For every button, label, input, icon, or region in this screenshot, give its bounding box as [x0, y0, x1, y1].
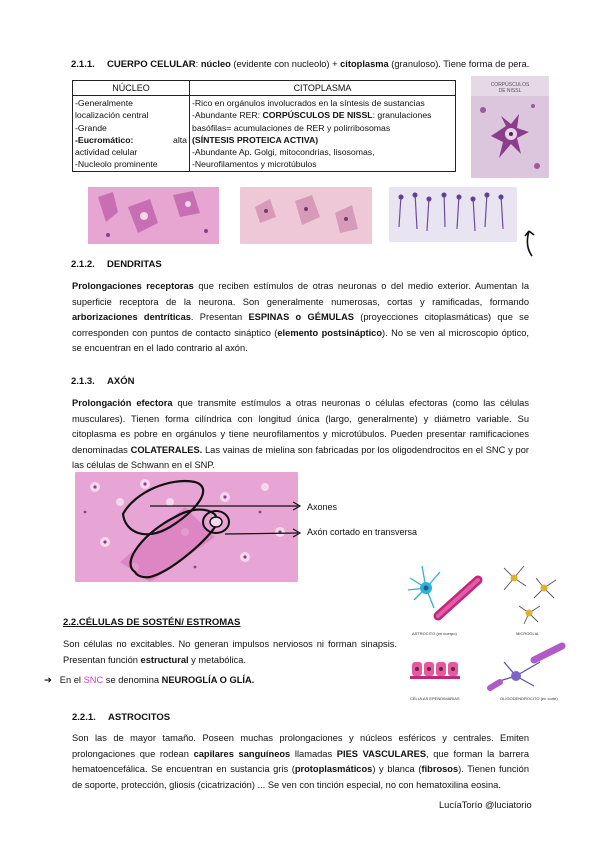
text: : — [195, 59, 201, 69]
text: -Abundante RER: — [192, 110, 263, 121]
section-sosten-heading — [63, 617, 240, 628]
text-bold: ESPINAS o GÉMULAS — [248, 312, 354, 323]
text: Son las de mayor tamaño. Poseen muchas prolongaciones y núcleos esféricos y centrales. Emiten prolongaciones que rodean — [72, 733, 529, 759]
table-cell-citoplasma — [190, 96, 456, 172]
section-title: DENDRITAS — [107, 259, 162, 270]
astrocitos-paragraph — [72, 731, 529, 793]
label-axones: Axones — [307, 502, 338, 512]
neuroglia-bullet — [44, 675, 254, 686]
section-number: 2.1.3. — [71, 376, 95, 387]
text-bold: citoplasma — [340, 59, 389, 69]
section-number: 2.2. — [63, 617, 79, 628]
text-bold: -Eucromático: — [75, 134, 134, 145]
text-bold: PIES VASCULARES — [336, 748, 427, 759]
text-bold: estructural — [140, 654, 189, 665]
table-line: -Grande — [75, 122, 107, 133]
table-line: -Nucleolo prominente — [75, 159, 158, 170]
section-astrocitos-heading — [72, 712, 170, 723]
comparison-table — [72, 80, 456, 172]
text: se denomina — [103, 675, 162, 685]
hand-drawn-arrow-icon — [523, 228, 537, 258]
text-bold: protoplasmáticos — [294, 764, 373, 775]
table-header-nucleo: NÚCLEO — [73, 81, 190, 96]
section-number: 2.1.2. — [71, 259, 95, 270]
section-title: ASTROCITOS — [108, 712, 171, 723]
glia-label-ependimarias: CÉLULAS EPENDIMARIAS — [410, 696, 460, 701]
table-line: -Rico en orgánulos involucrados en la síntesis de sustancias — [192, 98, 425, 109]
sosten-paragraph — [63, 637, 397, 668]
section-title: CÉLULAS DE SOSTÉN/ ESTROMAS — [78, 617, 241, 628]
text: : granulaciones — [372, 110, 432, 121]
section-cuerpo-heading — [71, 59, 529, 70]
text: que transmite estímulos a otras neuronas o células efectoras (como las células musculares). Tienen forma cilíndrica con longitud única (largo, generalmente) y diámetro variable. Su citoplasma es pobre en orgánulos y tiene neurofilamentos y microtúbulos. Pueden presentar ramificaciones denominadas — [72, 398, 529, 455]
text: ) y blanca ( — [372, 764, 422, 775]
dendritas-paragraph — [72, 279, 529, 357]
text: (evidente con nucleolo) + — [230, 59, 341, 69]
text: ). No se ven al microscopio óptico, se encuentran en el lado contrario al axón. — [72, 327, 529, 354]
snc-highlight: SNC — [83, 675, 104, 685]
text: . Presentan — [190, 312, 249, 323]
label-axon-transversa: Axón cortado en transversa — [307, 527, 418, 537]
table-cell-nucleo — [73, 96, 190, 172]
table-line: actividad celular — [75, 147, 138, 158]
neuron-body-micrograph-1 — [88, 187, 219, 244]
glia-label-oligodendrocito: OLIGODENDROCITO (en corte) — [500, 696, 558, 701]
text-bold: CORPÚSCULOS DE NISSL — [262, 110, 373, 121]
text-bold: núcleo — [200, 59, 231, 69]
arrow-icon: ➔ — [44, 675, 52, 685]
table-line — [75, 134, 187, 146]
text-bold: fibrosos — [421, 764, 459, 775]
image-caption: DE NISSL — [498, 88, 522, 94]
dendrite-micrograph — [389, 187, 517, 242]
text-bold: (SÍNTESIS PROTEICA ACTIVA) — [192, 134, 319, 145]
text-bold: COLATERALES. — [130, 444, 203, 455]
annotation-arrows — [150, 476, 310, 556]
text-bold: elemento postsináptico — [277, 327, 383, 338]
glial-cells-illustration — [404, 558, 566, 708]
table-line: -Generalmente — [75, 98, 133, 109]
table-line: -Neurofilamentos y microtúbulos — [192, 159, 317, 170]
section-dendritas-heading — [71, 259, 162, 270]
glia-label-microglia: MICROGLIA — [516, 631, 539, 636]
text: , que forman la barrera hematoencefálica. Se encuentran en sustancia gris ( — [72, 748, 529, 775]
text-bold: NEUROGLÍA O GLÍA. — [161, 675, 255, 685]
section-title: AXÓN — [107, 376, 135, 387]
text: (granuloso). Tiene forma de pera. — [388, 59, 530, 69]
text-bold: Prolongaciones receptoras — [72, 281, 194, 291]
table-line: -Abundante Ap. Golgi, mitocondrias, lisosomas, — [192, 147, 375, 158]
table-line — [192, 109, 453, 121]
section-number: 2.2.1. — [72, 712, 96, 723]
text-bold: Prolongación efectora — [72, 398, 173, 408]
nissl-bodies-micrograph — [471, 76, 549, 178]
text: En el — [59, 675, 84, 685]
text-bold: capilares sanguíneos — [193, 748, 291, 759]
text: (proyecciones citoplasmáticas) que se corresponden con puntos de contacto sináptico ( — [72, 312, 529, 338]
table-line: localización central — [75, 110, 149, 121]
axon-paragraph — [72, 396, 529, 474]
section-title: CUERPO CELULAR — [107, 59, 196, 70]
table-line: basófilas= acumulaciones de RER y polirribosomas — [192, 122, 391, 133]
table-header-citoplasma: CITOPLASMA — [190, 81, 456, 96]
text: ). Tienen función de soporte, protección, gliosis (cicatrización) ... Se ven con tinción especial, no con hematoxilina eosina. — [72, 764, 529, 790]
section-axon-heading — [71, 376, 134, 387]
text: que reciben estímulos de otras neuronas o del medio exterior. Aumentan la superficie receptora de la neurona. Son generalmente numerosas, cortas y ramificadas, formando — [72, 281, 529, 307]
text: llamadas — [290, 748, 337, 759]
text: alta — [172, 134, 187, 145]
glia-label-astrocito: ASTROCITO (en cuerpo) — [412, 631, 457, 636]
table-line — [192, 134, 453, 146]
image-caption: CORPÚSCULOS — [490, 82, 530, 88]
neuron-body-micrograph-2 — [240, 187, 372, 244]
text: Las vainas de mielina son fabricadas por los oligodendrocitos en el SNC y por las células de Schwann en el SNP. — [72, 444, 529, 471]
footer-author: LucíaTorío @luciatorio — [439, 800, 532, 810]
text: y metabólica. — [188, 654, 246, 665]
section-number: 2.1.1. — [71, 59, 95, 70]
text: Son células no excitables. No generan impulsos nerviosos ni forman sinapsis. Presentan función — [63, 639, 397, 665]
text-bold: arborizaciones dentríticas — [72, 312, 191, 323]
